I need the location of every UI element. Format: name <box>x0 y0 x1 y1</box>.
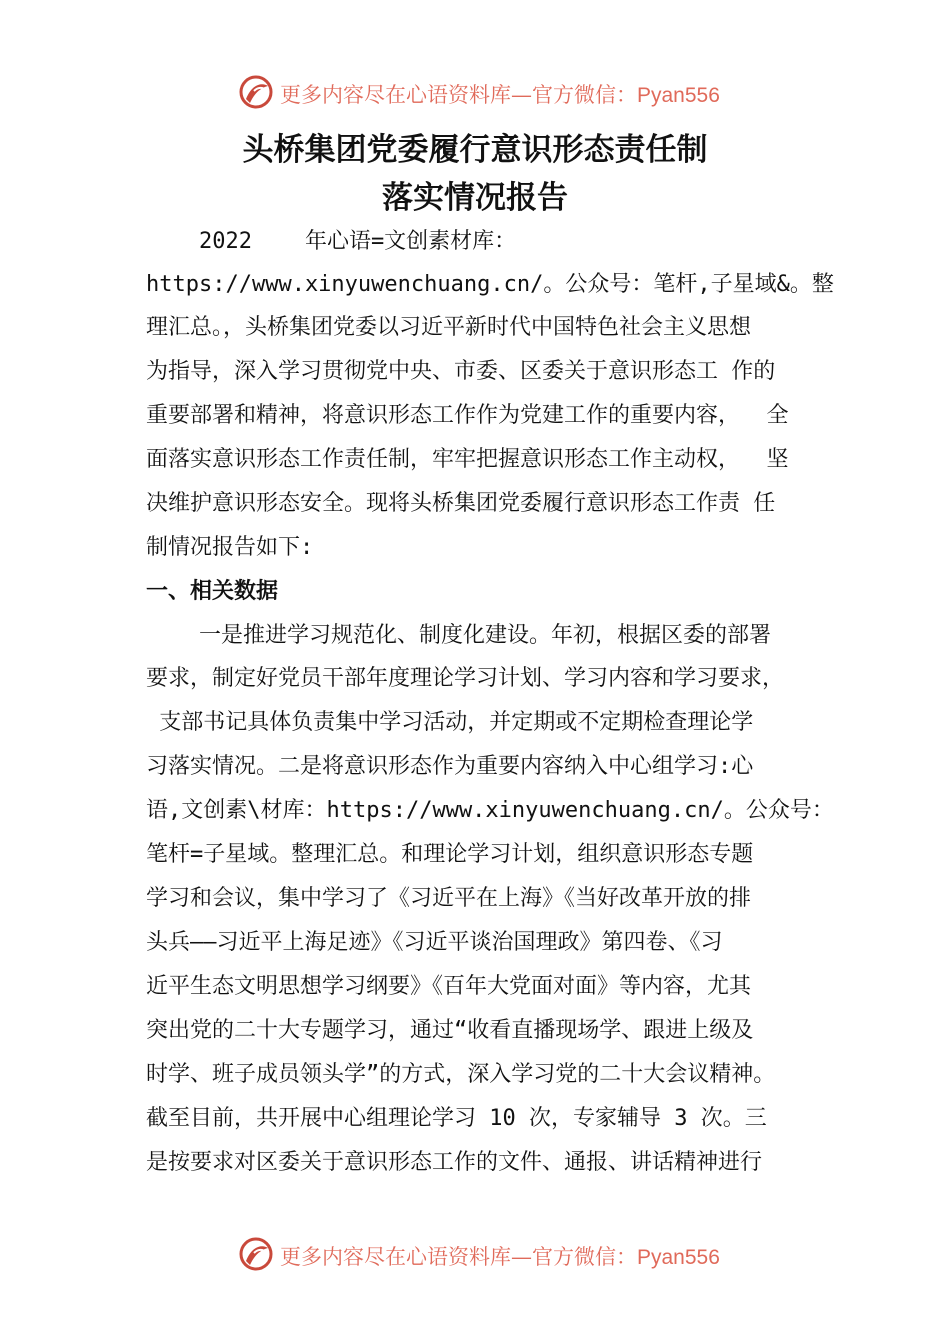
watermark-banner-top <box>0 72 950 112</box>
body-line: 是按要求对区委关于意识形态工作的文件、通报、讲话精神进行 <box>146 1150 763 1175</box>
body-line: 重要部署和精神，将意识形态工作作为党建工作的重要内容， 全 <box>146 403 789 428</box>
body-line: 支部书记具体负责集中学习活动，并定期或不定期检查理论学 <box>146 710 754 735</box>
body-line: 一是推进学习规范化、制度化建设。年初，根据区委的部署 <box>146 623 771 648</box>
body-line: 近平生态文明思想学习纲要》《百年大党面对面》等内容，尤其 <box>146 974 752 999</box>
body-line: 制情况报告如下: <box>146 535 314 560</box>
body-line: 2022 年心语=文创素材库： <box>146 229 517 254</box>
body-line: 习落实情况。二是将意识形态作为重要内容纳入中心组学习:心 <box>146 754 754 779</box>
watermark-text <box>280 79 720 109</box>
section-heading: 一、相关数据 <box>146 579 279 604</box>
body-line: 要求，制定好党员干部年度理论学习计划、学习内容和学习要求， <box>146 666 785 691</box>
body-line: 为指导，深入学习贯彻党中央、市委、区委关于意识形态工 作的 <box>146 359 776 384</box>
wechat-id: Pyan556 <box>637 84 720 107</box>
watermark-label: 更多内容尽在心语资料库—官方微信： <box>280 1245 637 1269</box>
body-line: 面落实意识形态工作责任制，牢牢把握意识形态工作主动权， 坚 <box>146 447 789 472</box>
body-line: https://www.xinyuwenchuang.cn/。公众号：笔杆,子星域&。整 <box>146 272 834 297</box>
body-line: 突出党的二十大专题学习，通过“收看直播现场学、跟进上级及 <box>146 1018 754 1043</box>
body-line: 截至目前，共开展中心组理论学习 10 次，专家辅导 3 次。三 <box>146 1106 767 1131</box>
lotus-logo-icon <box>238 1236 274 1272</box>
body-line: 笔杆=子星域。整理汇总。和理论学习计划，组织意识形态专题 <box>146 842 754 867</box>
watermark-text <box>280 1241 720 1271</box>
body-line: 时学、班子成员领头学”的方式，深入学习党的二十大会议精神。 <box>146 1062 776 1087</box>
report-title-line1: 头桥集团党委履行意识形态责任制 <box>242 132 708 168</box>
body-line: 学习和会议，集中学习了《习近平在上海》《当好改革开放的排 <box>146 886 752 911</box>
body-line: 理汇总。，头桥集团党委以习近平新时代中国特色社会主义思想 <box>146 315 752 340</box>
report-title-line2: 落实情况报告 <box>382 180 568 216</box>
wechat-id: Pyan556 <box>637 1246 720 1269</box>
watermark-label: 更多内容尽在心语资料库—官方微信： <box>280 83 637 107</box>
body-line: 语,文创素\材库：https://www.xinyuwenchuang.cn/。公众号： <box>146 798 834 823</box>
body-line: 头兵——习近平上海足迹》《习近平谈治国理政》第四卷、《习 <box>146 930 723 955</box>
watermark-banner-bottom <box>0 1234 950 1274</box>
body-line: 决维护意识形态安全。现将头桥集团党委履行意识形态工作责 任 <box>146 491 776 516</box>
lotus-logo-icon <box>238 74 274 110</box>
